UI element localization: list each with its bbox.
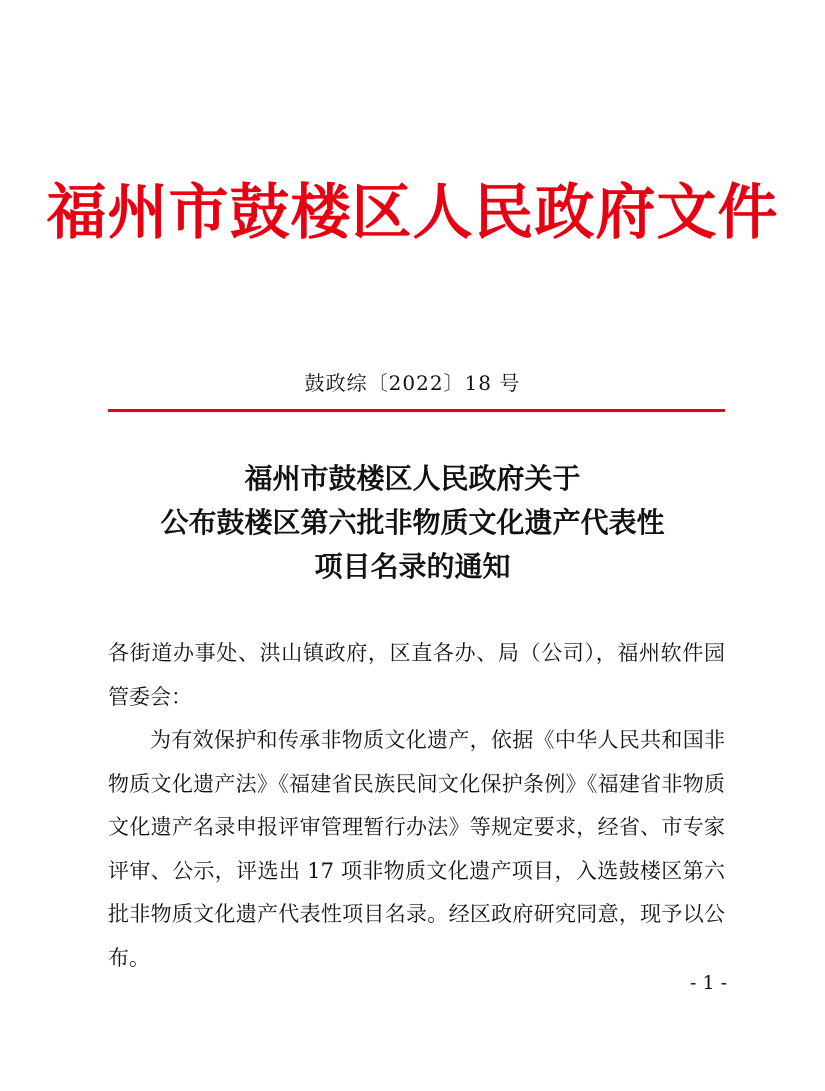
- title-line-2: 公布鼓楼区第六批非物质文化遗产代表性: [160, 506, 665, 539]
- notice-title: [0, 457, 825, 589]
- title-line-3: 项目名录的通知: [314, 550, 511, 583]
- masthead-title: 福州市鼓楼区人民政府文件: [46, 178, 779, 248]
- addressee-line: 各街道办事处、洪山镇政府，区直各办、局（公司），福州软件园管委会：: [108, 641, 725, 709]
- red-divider-rule: [108, 409, 725, 412]
- page-number: - 1 -: [689, 972, 727, 994]
- notice-body: [108, 632, 725, 980]
- document-number: 鼓政综〔2022〕18 号: [304, 371, 521, 395]
- body-paragraph-1: 为有效保护和传承非物质文化遗产，依据《中华人民共和国非物质文化遗产法》《福建省民族民间文化保护条例》《福建省非物质文化遗产名录申报评审管理暂行办法》等规定要求，经省、市专家评审、公示，评选出 17 项非物质文化遗产项目，入选鼓楼区第六批非物质文化遗产代表性项目名录。经区政府研究同意，现予以公布。: [108, 728, 725, 970]
- title-line-1: 福州市鼓楼区人民政府关于: [244, 462, 581, 495]
